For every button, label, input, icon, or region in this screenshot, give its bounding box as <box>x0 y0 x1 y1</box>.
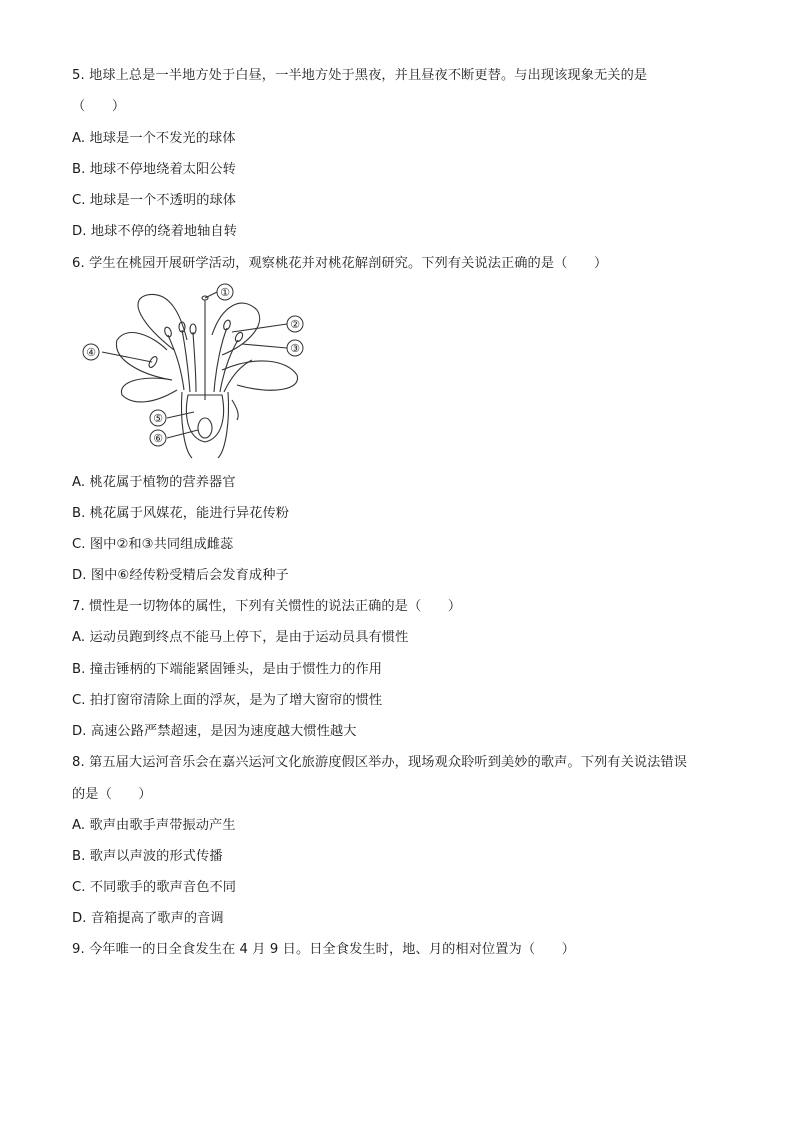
q7-stem: 7. 惯性是一切物体的属性，下列有关惯性的说法正确的是（ ） <box>72 599 462 614</box>
upper-left-petal <box>138 294 187 350</box>
q8-option-b: B. 歌声以声波的形式传播 <box>72 849 223 864</box>
q6-option-c: C. 图中②和③共同组成雌蕊 <box>72 537 234 552</box>
q5-stem-bracket: （ ） <box>72 99 126 114</box>
q5-option-c: C. 地球是一个不透明的球体 <box>72 193 237 208</box>
q6-option-b: B. 桃花属于风媒花，能进行异花传粉 <box>72 506 290 521</box>
q7-option-c: C. 拍打窗帘清除上面的浮灰，是为了增大窗帘的惯性 <box>72 693 383 708</box>
q6-option-a: A. 桃花属于植物的营养器官 <box>72 475 236 490</box>
q5-option-d: D. 地球不停的绕着地轴自转 <box>72 224 237 239</box>
label-4: ④ <box>86 346 96 359</box>
label-1: ① <box>220 286 230 299</box>
label-3: ③ <box>290 342 300 355</box>
q7-option-d: D. 高速公路严禁超速，是因为速度越大惯性越大 <box>72 724 357 739</box>
q7-option-a: A. 运动员跑到终点不能马上停下，是由于运动员具有惯性 <box>72 630 409 645</box>
lower-left-petal <box>121 378 177 402</box>
q8-stem: 8. 第五届大运河音乐会在嘉兴运河文化旅游度假区举办，现场观众聆听到美妙的歌声。下列有关说法错误 <box>72 755 688 770</box>
peach-flower-diagram <box>72 280 322 460</box>
q6-stem: 6. 学生在桃园开展研学活动，观察桃花并对桃花解剖研究。下列有关说法正确的是（ ） <box>72 256 608 271</box>
q9-stem: 9. 今年唯一的日全食发生在 4 月 9 日。日全食发生时，地、月的相对位置为（ ） <box>72 942 575 957</box>
q6-option-d: D. 图中⑥经传粉受精后会发育成种子 <box>72 568 289 583</box>
label-6: ⑥ <box>153 432 163 445</box>
q5-option-a: A. 地球是一个不发光的球体 <box>72 131 236 146</box>
q8-option-d: D. 音箱提高了歌声的音调 <box>72 911 224 926</box>
q5-option-b: B. 地球不停地绕着太阳公转 <box>72 162 236 177</box>
label-5: ⑤ <box>153 412 163 425</box>
q8-option-a: A. 歌声由歌手声带振动产生 <box>72 818 236 833</box>
label-2: ② <box>290 318 300 331</box>
q7-option-b: B. 撞击锤柄的下端能紧固锤头，是由于惯性力的作用 <box>72 662 383 677</box>
q8-stem-cont: 的是（ ） <box>72 787 152 802</box>
q8-option-c: C. 不同歌手的歌声音色不同 <box>72 880 237 895</box>
q5-stem: 5. 地球上总是一半地方处于白昼，一半地方处于黑夜，并且昼夜不断更替。与出现该现象无关的是 <box>72 68 648 83</box>
ovule <box>198 418 212 438</box>
